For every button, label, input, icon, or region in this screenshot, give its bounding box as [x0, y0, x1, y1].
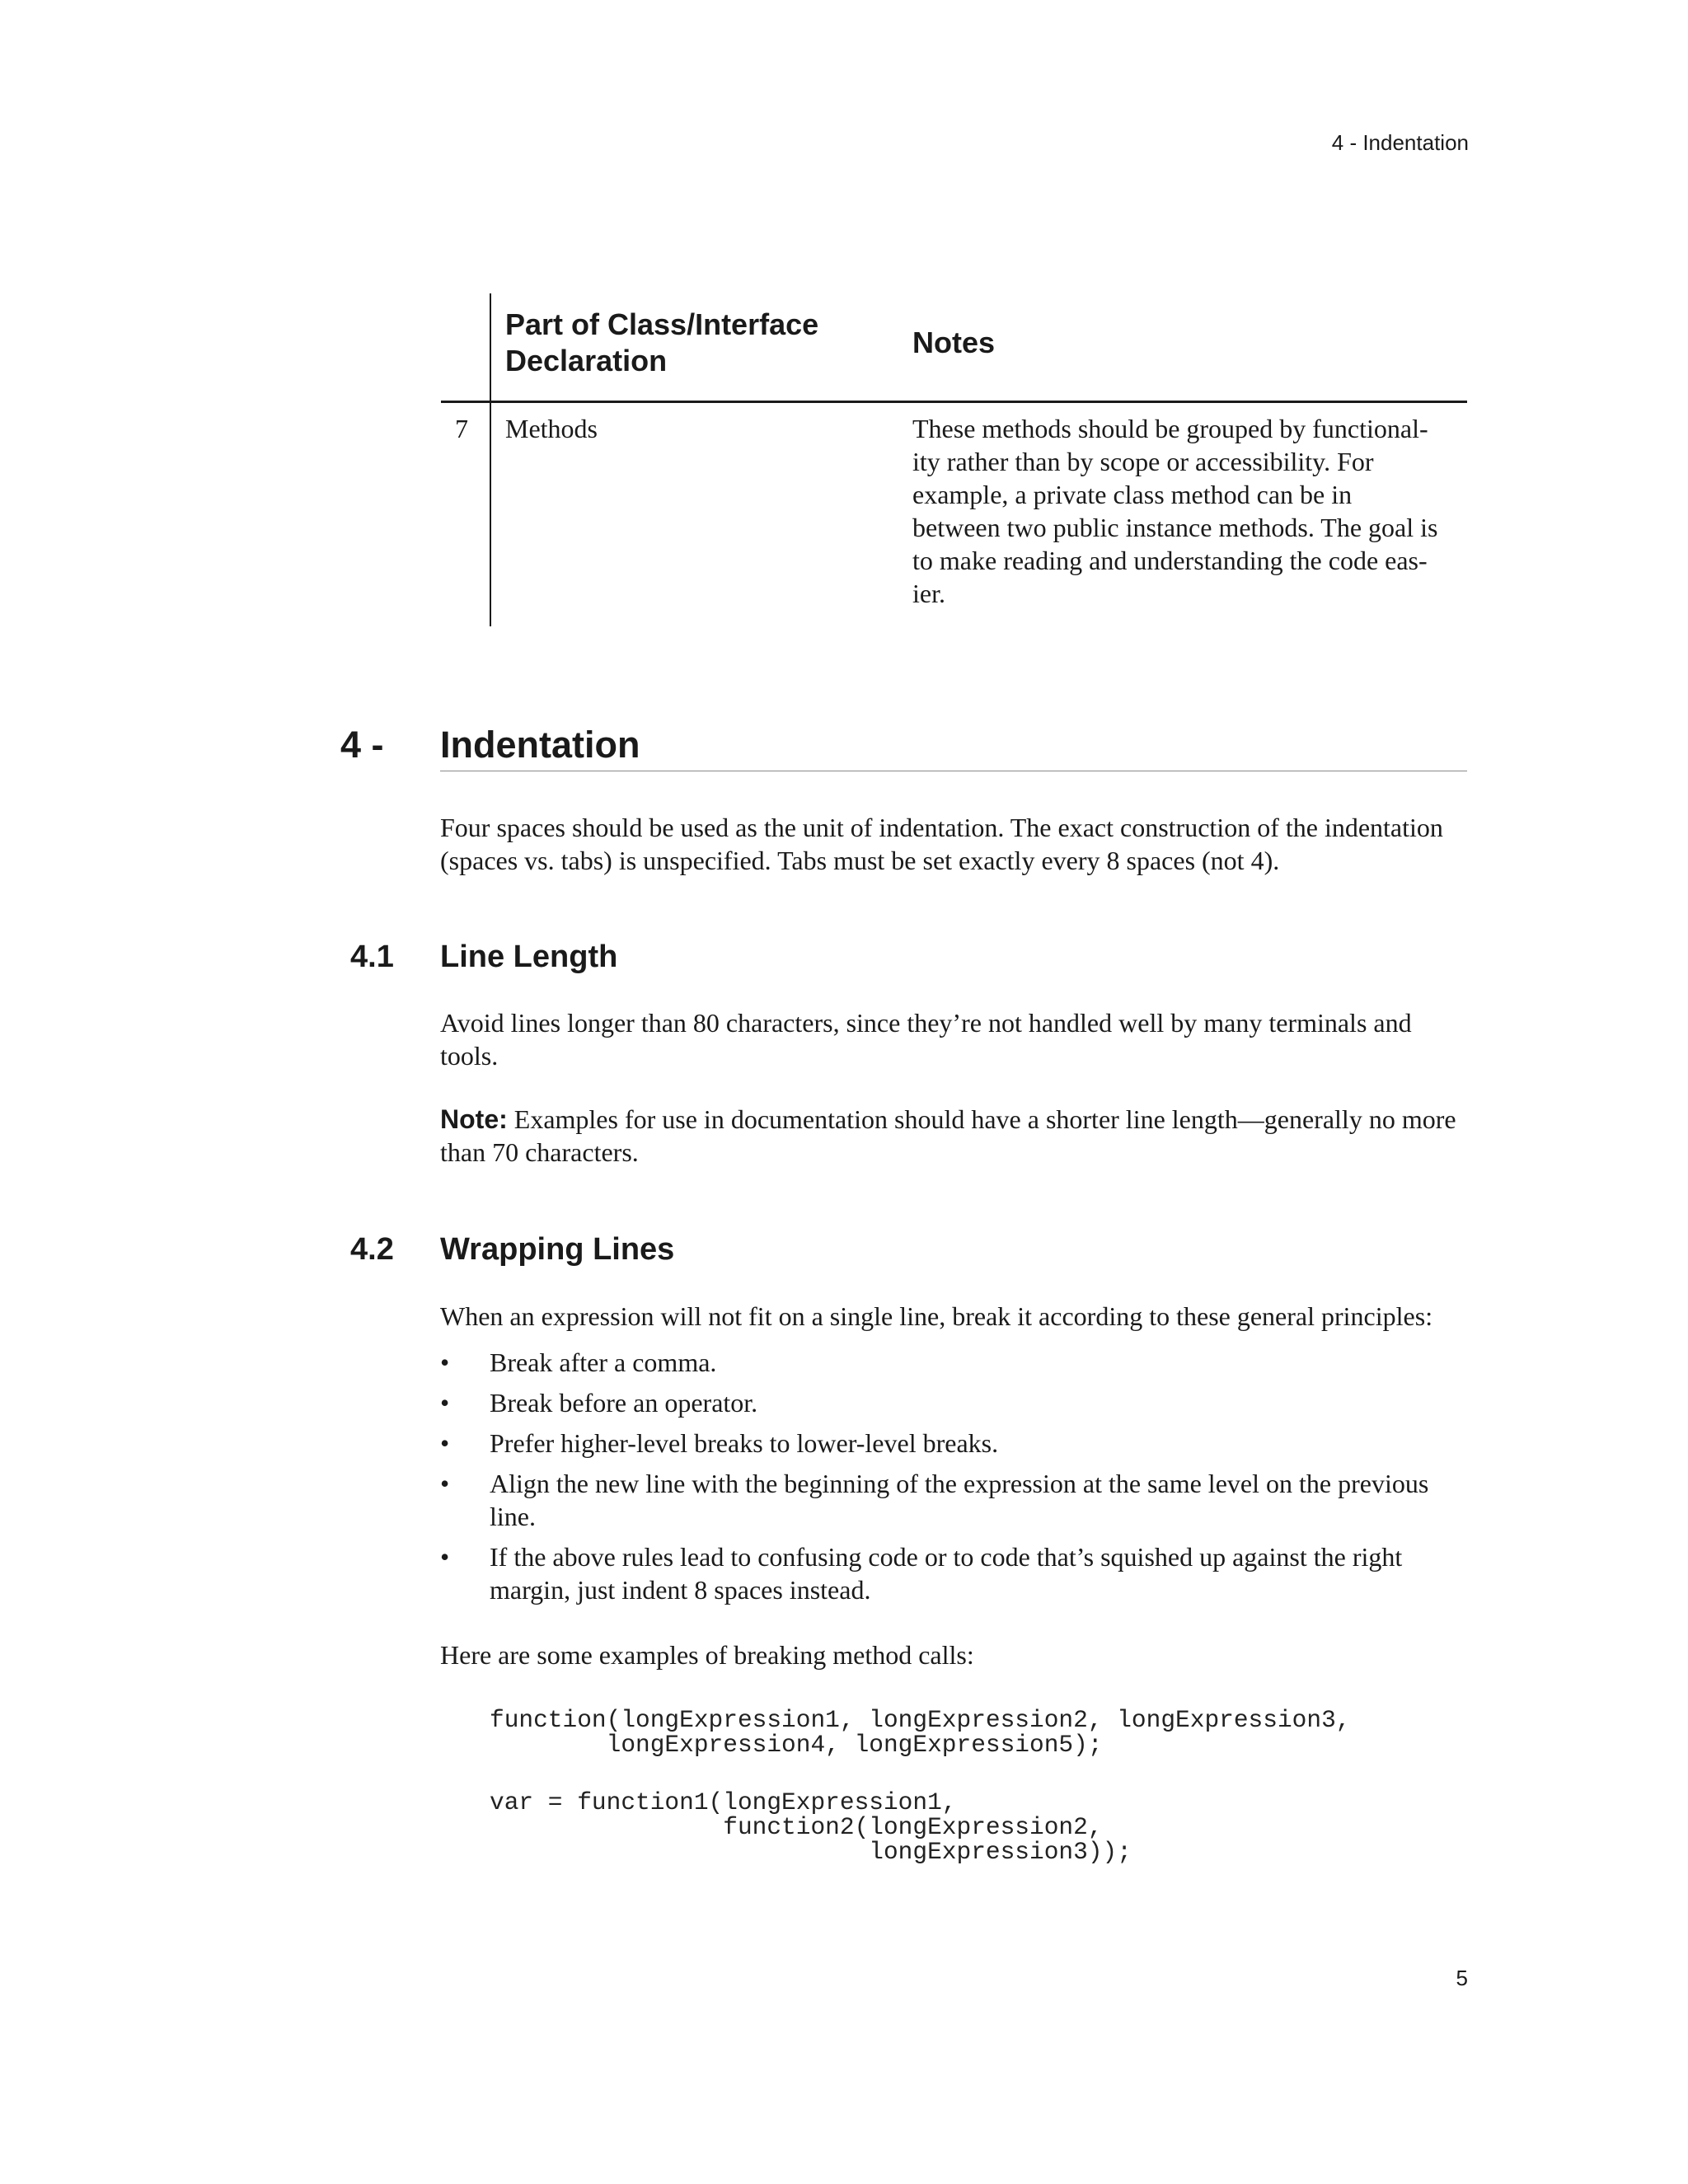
list-item	[440, 1346, 1470, 1379]
list-item-text: Break before an operator.	[490, 1388, 758, 1418]
notes-line: between two public instance methods. The goal is	[912, 513, 1438, 542]
subsection-title: Wrapping Lines	[440, 1232, 675, 1267]
list-item	[440, 1467, 1470, 1533]
notes-line: ier.	[912, 579, 945, 608]
code-example: var = function1(longExpression1, function2(longExpression2, longExpression3));	[490, 1788, 1132, 1866]
section-number: 4 -	[340, 724, 384, 766]
table-vertical-rule	[490, 293, 491, 626]
bullet-mark: •	[440, 1469, 450, 1498]
running-header: 4 - Indentation	[1331, 130, 1469, 155]
notes-line: ity rather than by scope or accessibility. For	[912, 447, 1374, 476]
subsection-intro: When an expression will not fit on a single line, break it according to these general principles:	[440, 1301, 1433, 1331]
notes-line: to make reading and understanding the code eas-	[912, 546, 1428, 575]
examples-intro: Here are some examples of breaking method calls:	[440, 1640, 974, 1670]
section-title: Indentation	[440, 724, 640, 766]
bullet-mark: •	[440, 1428, 450, 1458]
subsection-number: 4.1	[350, 940, 394, 974]
note-label: Note:	[440, 1104, 508, 1134]
table-row-notes	[912, 412, 1473, 610]
list-item-text: Prefer higher-level breaks to lower-level breaks.	[490, 1428, 999, 1458]
notes-line: These methods should be grouped by functional-	[912, 414, 1428, 443]
list-item	[440, 1427, 1470, 1460]
code-example: function(longExpression1, longExpression2, longExpression3, longExpression4, longExpression5);	[490, 1706, 1351, 1759]
page-number: 5	[1456, 1966, 1468, 1990]
subsection-body: Avoid lines longer than 80 characters, since they’re not handled well by many terminals and tools.	[440, 1008, 1412, 1071]
table-header-rule	[441, 401, 1467, 403]
bullet-mark: •	[440, 1347, 450, 1377]
subsection-number: 4.2	[350, 1232, 394, 1267]
bullet-mark: •	[440, 1388, 450, 1418]
bullet-list	[440, 1346, 1470, 1614]
section-body: Four spaces should be used as the unit of indentation. The exact construction of the indentation (spaces vs. tabs) is unspecified. Tabs must be set exactly every 8 spaces (not 4).	[440, 813, 1443, 875]
subsection-title: Line Length	[440, 940, 618, 974]
list-item-text: Align the new line with the beginning of the expression at the same level on the previous line.	[490, 1469, 1429, 1531]
list-item	[440, 1540, 1470, 1606]
table-row-part: Methods	[505, 414, 598, 443]
note-text: Examples for use in documentation should have a shorter line length—generally no more than 70 characters.	[440, 1104, 1456, 1167]
list-item-text: If the above rules lead to confusing code or to code that’s squished up against the right margin, just indent 8 spaces instead.	[490, 1542, 1403, 1605]
notes-line: example, a private class method can be in	[912, 480, 1353, 509]
note-paragraph	[440, 1103, 1470, 1169]
list-item-text: Break after a comma.	[490, 1347, 717, 1377]
bullet-mark: •	[440, 1542, 450, 1572]
table-row-number: 7	[455, 414, 468, 443]
list-item	[440, 1386, 1470, 1419]
table-header-part: Part of Class/Interface Declaration	[505, 307, 819, 377]
table-header-notes: Notes	[912, 326, 996, 359]
